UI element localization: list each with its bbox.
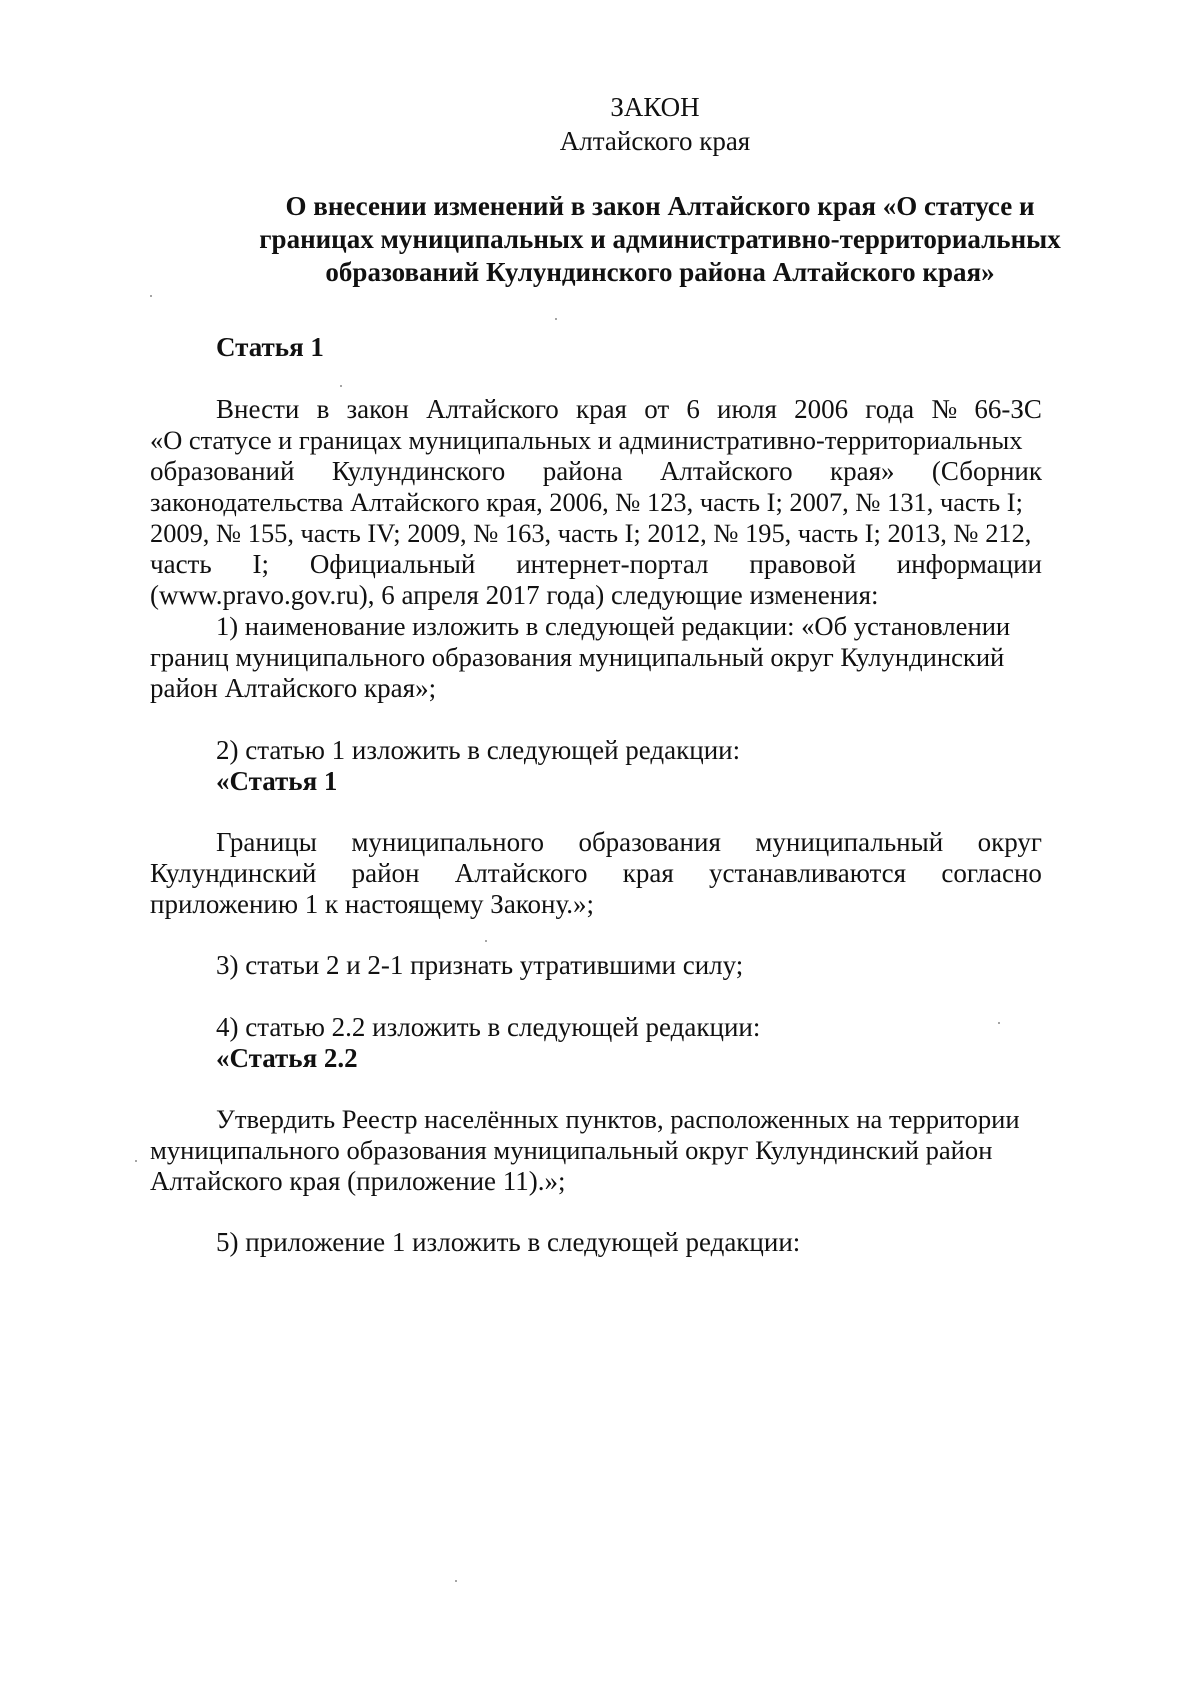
paragraph-line: «О статусе и границах муниципальных и административно-территориальных (150, 425, 1023, 455)
word: информации (896, 549, 1042, 579)
scan-speck (340, 385, 342, 387)
word: № (931, 394, 958, 424)
paragraph-line: Утвердить Реестр населённых пунктов, расположенных на территории (216, 1104, 1020, 1134)
word: интернет-портал (516, 549, 709, 579)
word: (Сборник (931, 456, 1042, 486)
word: Границы (216, 827, 317, 857)
quoted-article-heading: «Статья 1 (216, 766, 338, 796)
title-line: границах муниципальных и административно-территориальных (259, 224, 1061, 254)
word: Кулундинского (331, 456, 506, 486)
scan-speck (150, 295, 152, 297)
word: Официальный (309, 549, 476, 579)
word: июля (717, 394, 777, 424)
quoted-article-heading: «Статья 2.2 (216, 1043, 358, 1073)
word: район (351, 858, 420, 888)
list-item-line: 3) статьи 2 и 2-1 признать утратившими силу; (216, 950, 744, 980)
word: муниципальный (755, 827, 944, 857)
word: края (575, 394, 627, 424)
word: I; (252, 549, 270, 579)
word: Кулундинский (150, 858, 317, 888)
word: района (542, 456, 623, 486)
paragraph-line: законодательства Алтайского края, 2006, № 123, часть I; 2007, № 131, часть I; (150, 487, 1023, 517)
word: края (622, 858, 674, 888)
paragraph-line: (www.pravo.gov.ru), 6 апреля 2017 года) следующие изменения: (150, 580, 879, 610)
paragraph-line: приложению 1 к настоящему Закону.»; (150, 889, 595, 919)
paragraph-line-justified (216, 826, 1042, 859)
word: правовой (749, 549, 856, 579)
document-type: ЗАКОН (610, 92, 700, 122)
title-line: О внесении изменений в закон Алтайского края «О статусе и (285, 191, 1035, 221)
list-item-line: 5) приложение 1 изложить в следующей редакции: (216, 1227, 801, 1257)
list-item-line: границ муниципального образования муниципальный округ Кулундинский (150, 642, 1005, 672)
article-heading: Статья 1 (216, 332, 324, 362)
word: от (644, 394, 670, 424)
word: муниципального (351, 827, 545, 857)
paragraph-line: 2009, № 155, часть IV; 2009, № 163, часть I; 2012, № 195, часть I; 2013, № 212, (150, 518, 1032, 548)
word: Алтайского (454, 858, 588, 888)
scan-speck (485, 940, 487, 942)
scan-speck (135, 1160, 137, 1162)
paragraph-line-justified (216, 393, 1042, 426)
paragraph-line: Алтайского края (приложение 11).»; (150, 1166, 566, 1196)
document-region: Алтайского края (559, 126, 751, 156)
word: края» (829, 456, 895, 486)
word: 66-ЗС (974, 394, 1042, 424)
word: часть (150, 549, 212, 579)
paragraph-line-justified (150, 857, 1042, 890)
word: Внести (216, 394, 300, 424)
document-title (200, 190, 1120, 289)
scan-speck (998, 1022, 1000, 1024)
list-item-line: 2) статью 1 изложить в следующей редакции: (216, 735, 741, 765)
word: 2006 (794, 394, 849, 424)
paragraph-line-justified (150, 455, 1042, 488)
scan-speck (555, 318, 557, 320)
word: устанавливаются (709, 858, 907, 888)
list-item-line: 4) статью 2.2 изложить в следующей редакции: (216, 1012, 761, 1042)
word: образований (150, 456, 295, 486)
word: округ (977, 827, 1042, 857)
word: Алтайского (426, 394, 559, 424)
word: Алтайского (659, 456, 793, 486)
list-item-line: 1) наименование изложить в следующей редакции: «Об установлении (216, 611, 1011, 641)
word: согласно (941, 858, 1042, 888)
paragraph-line: муниципального образования муниципальный округ Кулундинский район (150, 1135, 993, 1165)
word: в (316, 394, 330, 424)
word: закон (346, 394, 409, 424)
list-item-line: район Алтайского края»; (150, 673, 437, 703)
word: 6 (686, 394, 700, 424)
title-line: образований Кулундинского района Алтайского края» (325, 257, 995, 287)
paragraph-line-justified (150, 548, 1042, 581)
word: года (865, 394, 915, 424)
word: образования (578, 827, 721, 857)
scan-speck (455, 1580, 457, 1582)
